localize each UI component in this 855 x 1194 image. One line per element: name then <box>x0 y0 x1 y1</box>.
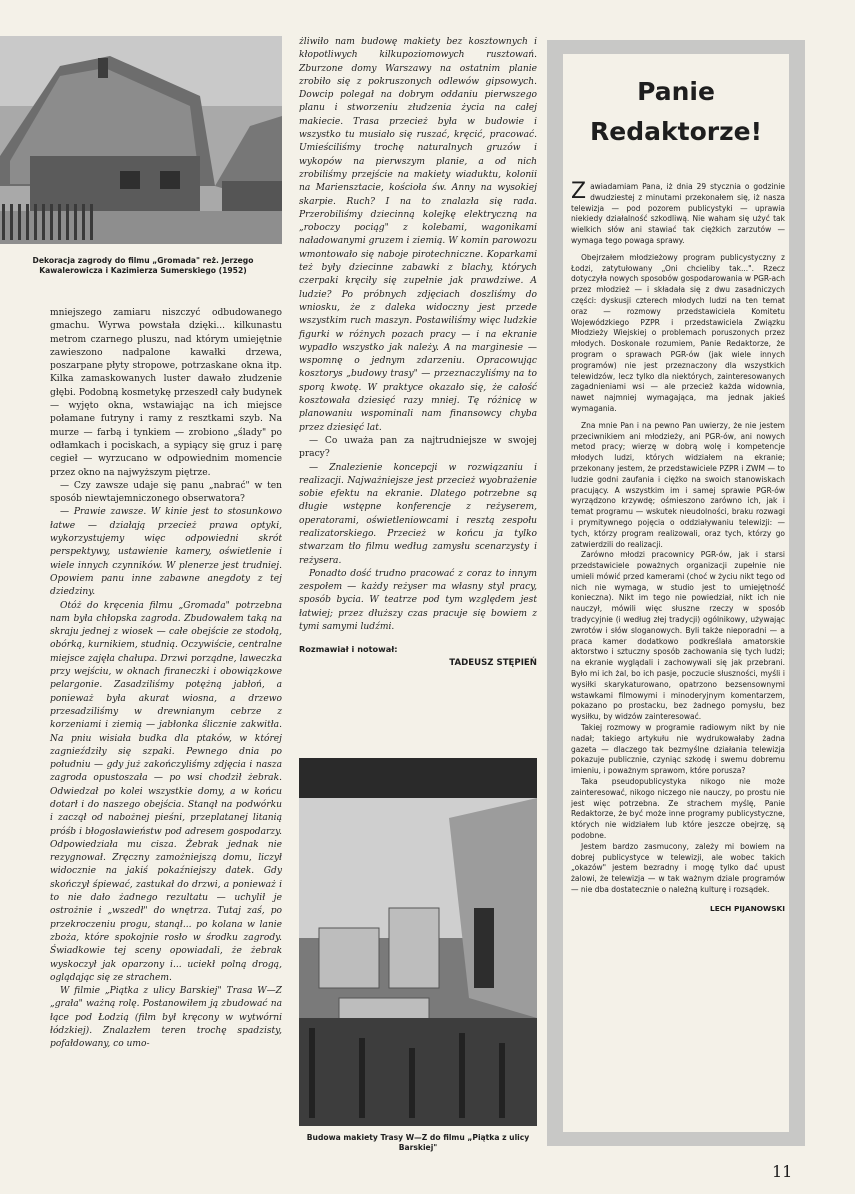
left-column-text <box>50 307 282 1052</box>
letter-title-line1: Panie <box>637 77 715 106</box>
interview-author: TADEUSZ STĘPIEŃ <box>449 658 537 669</box>
interview-credit-line: Rozmawiał i notował: <box>299 644 398 655</box>
middle-paragraph: żliwiło nam budowę makiety bez kosztownych i kłopotliwych kilkupoziomowych rusztowań. Zburzone domy Warszawy na ostatnim planie zrobiło się z pokruszonych odlewów gipsowych. Dowcip polegał na dobrym oddaniu pierwszego planu i stworzeniu złudzenia życia na całej makiecie. Trasa przecież była w budowie i wszystko tu musiało się ruszać, kręcić, pracować. Umieściliśmy trochę naturalnych gruzów i wykopów na pierwszym planie, a od nich zrobiliśmy przejście na makiety wiaduktu, kolonii na Mariensztacie, kościoła św. Anny na wysokiej skarpie. Ruch? I na to znalazła się rada. Przerobiliśmy dziecinną kolejkę elektryczną na „roboczy pociąg" z kolebami, wagonikami naładowanymi gruzem i ziemią. W komin parowozu wmontowało się naboje pirotechniczne. Koparkami też były dziecinne zabawki z blachy, których czerpaki kręciły się zupełnie jak prawdziwe. A ludzie? Po próbnych zdjęciach doszliśmy do wniosku, że z daleka widoczny jest przede wszystkim ruch maszyn. Postawiliśmy więc ludzkie figurki w różnych pozach pracy — i na ekranie wypadło wszystko jak należy. A na marginesie — wspomnę o jednym zdarzeniu. Opracowując kosztorys „budowy trasy" — przeznaczyliśmy na to sporą kwotę. W praktyce okazało się, że całość kosztowała dziesięć razy mniej. Tę różnicę w planowaniu wspominali nam finansowcy chyba przez dziesięć lat. <box>299 37 537 433</box>
letter-signature: LECH PIJANOWSKI <box>710 903 785 913</box>
village-set-photo <box>0 36 282 244</box>
left-paragraph: mniejszego zamiaru niszczyć odbudowanego gmachu. Wyrwa powstała dzięki... kilkunastu metrom czarnego pluszu, nad którym umiejętnie zawieszono nadpalone kawałki drzewa, poszarpane płyty stropowe, potrzaskane okna itp. Kilka zamaskowanych luster dawało złudzenie głębi. Podobną kosmetykę przeszedł cały budynek — wyjęto okna, wstawiając na ich miejsce połamane futryny i ramy z resztkami szyb. Na murze — farbą i tynkiem — zrobiono „ślady" po odłamkach i pociskach, a sypiący się gruz i parę cegieł — wyrzucano w odpowiednim momencie przez okno na najwyższym piętrze. <box>50 308 282 478</box>
village-photo-caption: Dekoracja zagrody do filmu „Gromada" reż. Jerzego Kawalerowicza i Kazimierza Sumerskiego (1952) <box>32 256 254 275</box>
letter-box <box>547 40 805 1146</box>
letter-title-line2: Redaktorze! <box>590 117 762 146</box>
letter-paragraph: Zarówno młodzi pracownicy PGR-ów, jak i starsi przedstawiciele poważnych organizacji zupełnie nie umieli mówić przed kamerami (choć w życiu nikt tego od nich nie wymaga, w studio jest to umiejętność konieczna). Nikt im tego nie powiedział, nikt ich nie nauczył, mówili więc słuszne rzeczy w sposób tradycyjnie (i według złej tradycji) ogólnikowy, używając zwrotów i słów sloganowych. Byli także nieporadni — a praca kamer dodatkowo podkreślała amatorskie aktorstwo i sztuczny sposób zachowania się tych ludzi; na ekranie wyglądali i zachowywali się jak przebrani. Było mi ich żal, bo ich pasje, poczucie słuszności, myśli i wysiłki skarykaturowano, opatrzono bezsensownymi wstawkami filmowymi i minoderyjnym komentarzem, pokazano po prostacku, bez żadnego pomysłu, bez wysiłku, by widzów zainteresować. <box>571 550 785 722</box>
page-number: 11 <box>772 1162 793 1181</box>
middle-column-text <box>299 36 537 668</box>
middle-paragraph: Ponadto dość trudno pracować z coraz to innym zespołem — każdy reżyser ma własny styl pracy, sposób bycia. W teatrze pod tym względem jest łatwiej; przez dłuższy czas pracuje się bowiem z tymi samymi ludźmi. <box>299 568 537 633</box>
letter-box-inner <box>563 54 789 1132</box>
letter-paragraph: Obejrzałem młodzieżowy program publicystyczny z Łodzi, zatytułowany „Oni chcieliby tak...". Rzecz dotyczyła nowych sposobów gospodarowania w PGR-ach przez młodzież — i składała się z dwu zasadniczych części: dyskusji czterech młodych ludzi na ten temat oraz — rozmowy przedstawiciela Komitetu Wojewódzkiego PZPR i przedstawiciela Związku Młodzieży Wiejskiej o problemach poruszonych przez młodych. Doskonale rozumiem, Panie Redaktorze, że program o sprawach PGR-ów (jak wiele innych programów) nie jest przeznaczony dla wszystkich telewidzów, lecz tylko dla niektórych, zainteresowanych zagadnieniami wsi — ale przecież każda widownia, nawet najmniej wymagająca, ma jednak jakieś wymagania. <box>571 252 785 413</box>
middle-paragraph-question: — Co uważa pan za najtrudniejsze w swojej pracy? <box>299 435 537 460</box>
left-column <box>0 36 286 276</box>
letter-body <box>571 179 785 913</box>
trasa-wz-model-image <box>299 758 537 1126</box>
letter-paragraph: Jestem bardzo zasmucony, zależy mi bowiem na dobrej publicystyce w telewizji, ale wobec takich „okazów" jestem bezradny i mogę tylko dać upust żalowi, że telewizja — w tak ważnym dziale programów — nie dba dostatecznie o należną kulturę i rozsądek. <box>571 841 785 894</box>
letter-paragraph: Takiej rozmowy w programie radiowym nikt by nie nadał; takiego artykułu nie wydrukowałaby żadna gazeta — dlaczego tak bezmyślne działania telewizja pokazuje publicznie, czyniąc szkodę i swemu dobremu imieniu, i poważnym sprawom, które porusza? <box>571 723 785 776</box>
left-paragraph: Otóż do kręcenia filmu „Gromada" potrzebna nam była chłopska zagroda. Zbudowałem taką na skraju jednej z wiosek — całe obejście ze stodołą, obórką, kurnikiem, studnią. Oczywiście, centralne miejsce zajęła chałupa. Drzwi porządne, laweczka przy wejściu, w oknach firaneczki i obowiązkowe pelargonie. Zasadziliśmy potężną jabłoń, a ponieważ była akurat wiosna, a drzewo przesadziliśmy w drewnianym cebrze z korzeniami i ziemią — jabłonka ślicznie zakwitła. Na pniu wisiała budka dla ptaków, w której zagnieździły się szpaki. Pewnego dnia po południu — gdy już zakończyliśmy zdjęcia i nasza zagroda opustoszała — po wsi chodził żebrak. Odwiedzał po kolei wszystkie domy, a w końcu dotarł i do naszego obejścia. Stanął na podwórku i zaczął od nabożnej pieśni, przeplatanej litanią próśb i błogosławieństw pod adresem gospodarzy. Odpowiedziała mu cisza. Żebrak jednak nie rezygnował. Zręczny zamożniejszą domu, liczył widocznie na jakiś pokaźniejszy datek. Gdy skończył śpiewać, zastukał do drzwi, a ponieważ i to nie dało żadnego rezultatu — uchylił je ostrożnie i „wszedł" do wnętrza. Tutaj zaś, po przekroczeniu progu, stanął... po kolana w lanie zboża, które spokojnie rosło w środku zagrody. Świadkowie tej sceny opowiadali, że żebrak wyskoczył jak oparzony i... uciekł polną drogą, oglądając się ze strachem. <box>50 600 282 983</box>
left-paragraph: W filmie „Piątka z ulicy Barskiej" Trasa W—Z „grała" ważną rolę. Postanowiłem ją zbudować na łące pod Łodzią (film był kręcony w wytwórni łódzkiej). Znalazłem teren trochę spadzisty, pofałdowany, co umo- <box>50 986 282 1050</box>
letter-paragraph: Zawiadamiam Pana, iż dnia 29 stycznia o godzinie dwudziestej z minutami przekonałem się, iż nasza telewizja — pod pozorem publicystyki — uprawia niekiedy działalność szkodliwą. Nie waham się użyć tak wielkich słów ani stawiać tak ciężkich zarzutów — wymaga tego powaga sprawy. <box>571 179 785 245</box>
letter-paragraph: Zna mnie Pan i na pewno Pan uwierzy, że nie jestem przeciwnikiem ani młodzieży, ani PGR-ów, ani nowych metod pracy; wierzę w dobrą wolę i kompetencje młodych ludzi, których widziałem na ekranie; przekonany jestem, że przedstawiciele PZPR i ZWM — to ludzie godni zaufania i ciężko na swoich stanowiskach pracujący. A wszystkim im i samej sprawie PGR-ów wyrządzono krzywdę; ośmieszono zarówno ich, jak i temat programu — wskutek nieudolności, braku rozwagi i prymitywnego pojęcia o oddziaływaniu telewizji: — tych, którzy program realizowali, oraz tych, którzy go zatwierdzili do realizacji. <box>571 420 785 549</box>
village-set-image <box>0 36 282 244</box>
model-photo-caption: Budowa makiety Trasy W—Z do filmu „Piątka z ulicy Barskiej" <box>306 1133 530 1152</box>
left-paragraph-answer: — Prawie zawsze. W kinie jest to stosunkowo łatwe — działają przecież prawa optyki, wykorzystujemy więc odpowiedni skrót perspektywy, ustawienie kamery, oświetlenie i wiele innych czynników. W plenerze jest trudniej. Opowiem panu inne zabawne anegdoty z tej dziedziny. <box>50 507 282 598</box>
letter-paragraph: Taka pseudopublicystyka nikogo nie może zainteresować, nikogo niczego nie nauczy, po prostu nie jest więc potrzebna. Ze strachem myślę, Panie Redaktorze, że być może inne programy publicystyczne, których nie widziałem lub które jeszcze obejrzę, są podobne. <box>571 777 785 841</box>
middle-paragraph-answer: — Znalezienie koncepcji w rozwiązaniu i realizacji. Najważniejsze jest przecież wyobrażenie sobie efektu na ekranie. Dlatego potrzebne są długie wstępne konferencje z reżyserem, operatorami, oświetleniowcami i resztą zespołu realizatorskiego. Przecież w końcu ja tylko stwarzam tło filmu według zamysłu scenarzysty i reżysera. <box>299 462 537 566</box>
left-paragraph-question: — Czy zawsze udaje się panu „nabrać" w ten sposób niewtajemniczonego obserwatora? <box>50 480 282 505</box>
letter-title <box>563 72 789 152</box>
trasa-wz-model-photo <box>299 758 537 1126</box>
